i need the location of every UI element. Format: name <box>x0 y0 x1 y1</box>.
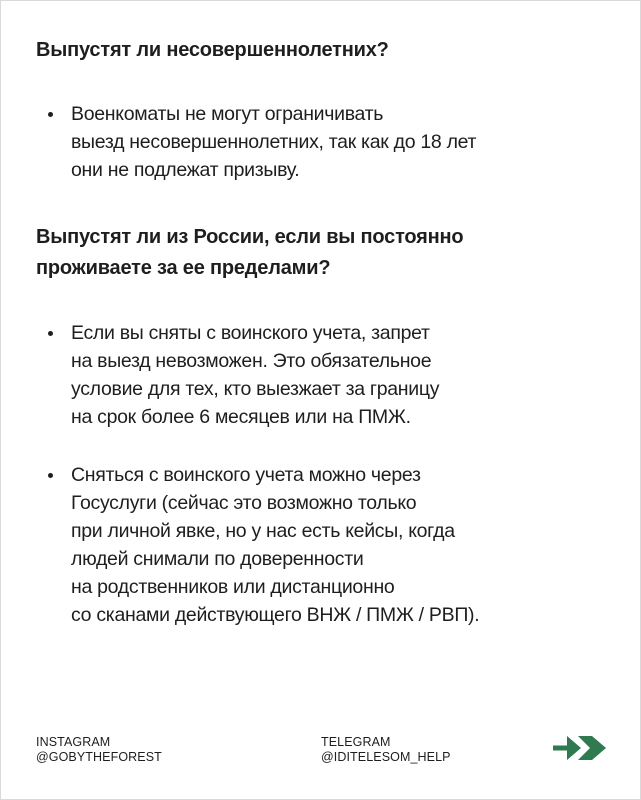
bullet-line: на срок более 6 месяцев или на ПМЖ. <box>71 406 411 428</box>
bullet-line: они не подлежат призыву. <box>71 159 300 181</box>
bullet-line: Сняться с воинского учета можно через <box>71 464 421 486</box>
bullet-line: людей снимали по доверенности <box>71 548 364 570</box>
section-title-line: проживаете за ее пределами? <box>36 257 331 279</box>
bullet-line: Военкоматы не могут ограничивать <box>71 103 384 125</box>
list-item <box>36 100 611 184</box>
bullet-line: условие для тех, кто выезжает за границу <box>71 378 440 400</box>
instagram-link[interactable] <box>36 735 162 765</box>
telegram-label: TELEGRAM <box>321 735 391 749</box>
section-title-residents-abroad <box>36 222 611 284</box>
double-chevron-right-icon[interactable] <box>551 733 607 763</box>
section-title-line: Выпустят ли несовершеннолетних? <box>36 39 389 61</box>
list-item <box>36 461 611 629</box>
telegram-handle: @IDITELESOM_HELP <box>321 750 451 764</box>
instagram-handle: @GOBYTHEFOREST <box>36 750 162 764</box>
bullet-line: со сканами действующего ВНЖ / ПМЖ / РВП). <box>71 604 480 626</box>
list-item <box>36 319 611 431</box>
telegram-link[interactable] <box>321 735 451 765</box>
bullet-line: выезд несовершеннолетних, так как до 18 лет <box>71 131 477 153</box>
bullet-line: на родственников или дистанционно <box>71 576 395 598</box>
article-content <box>36 35 611 629</box>
section-title-minors <box>36 35 611 66</box>
bullet-line: при личной явке, но у нас есть кейсы, когда <box>71 520 455 542</box>
section-title-line: Выпустят ли из России, если вы постоянно <box>36 226 464 248</box>
instagram-label: INSTAGRAM <box>36 735 111 749</box>
bullet-list-residents-abroad <box>36 319 611 629</box>
bullet-line: Госуслуги (сейчас это возможно только <box>71 492 417 514</box>
bullet-line: Если вы сняты с воинского учета, запрет <box>71 322 430 344</box>
chevron-back-shape <box>553 736 581 760</box>
footer <box>36 727 605 769</box>
bullet-list-minors <box>36 100 611 184</box>
bullet-line: на выезд невозможен. Это обязательное <box>71 350 432 372</box>
chevron-front-shape <box>578 736 606 760</box>
